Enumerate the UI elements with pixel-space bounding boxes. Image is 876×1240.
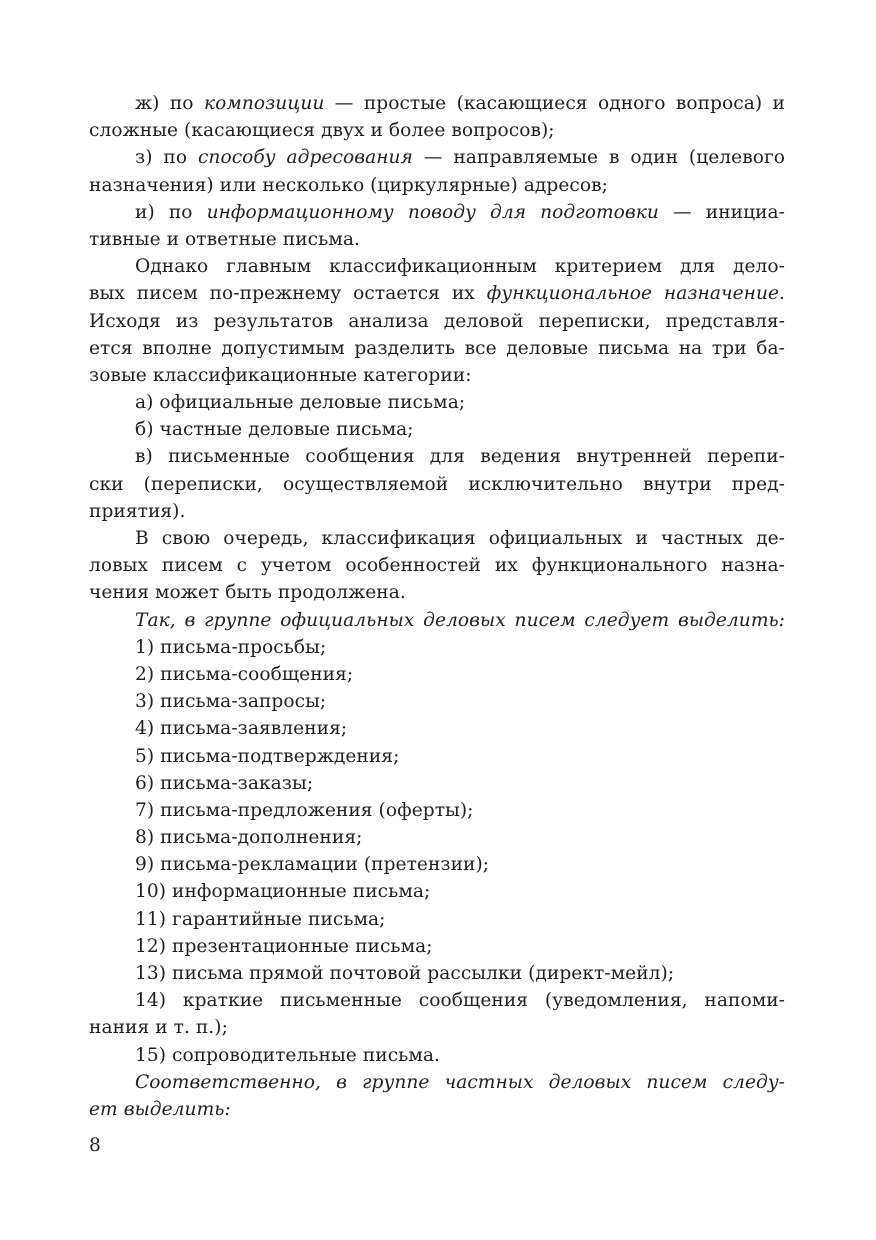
text-line: зовые классификационные категории: bbox=[89, 364, 472, 386]
list-item: 7) письма-предложения (оферты); bbox=[135, 799, 474, 821]
text-line: тивные и ответные письма. bbox=[89, 228, 360, 250]
category-item: в) письменные сообщения для ведения внутренней перепи- bbox=[135, 446, 785, 468]
category-item: б) частные деловые письма; bbox=[135, 419, 414, 441]
text-line: ски (переписки, осуществляемой исключительно внутри пред- bbox=[89, 473, 785, 495]
italic-heading: Так, в группе официальных деловых писем следует выделить: bbox=[135, 609, 785, 631]
text-line: з) по способу адресования — направляемые в один (целевого bbox=[135, 147, 785, 169]
text-line: ется вполне допустимым разделить все деловые письма на три ба- bbox=[89, 337, 785, 359]
text-line: сложные (касающиеся двух и более вопросов); bbox=[89, 120, 555, 142]
list-item: 11) гарантийные письма; bbox=[135, 908, 386, 930]
list-item: 3) письма-запросы; bbox=[135, 691, 327, 713]
text-line: приятия). bbox=[89, 500, 186, 522]
italic-term: информационному поводу для подготовки bbox=[206, 201, 659, 223]
text-line: нания и т. п.); bbox=[89, 1017, 228, 1039]
list-item: 14) краткие письменные сообщения (уведомления, напоми- bbox=[135, 990, 785, 1012]
text-line: В свою очередь, классификация официальных и частных де- bbox=[135, 528, 785, 549]
italic-term: композиции bbox=[203, 93, 325, 114]
text-line: ж) по композиции — простые (касающиеся одного вопроса) и bbox=[135, 93, 785, 114]
list-item: 10) информационные письма; bbox=[135, 881, 431, 903]
italic-heading: ет выделить: bbox=[89, 1098, 231, 1120]
list-item: 13) письма прямой почтовой рассылки (директ-мейл); bbox=[135, 963, 675, 984]
list-item: 5) письма-подтверждения; bbox=[135, 745, 400, 767]
italic-term: функциональное назначение. bbox=[486, 283, 785, 305]
list-item: 8) письма-дополнения; bbox=[135, 827, 363, 849]
list-item: 6) письма-заказы; bbox=[135, 772, 314, 794]
list-item: 2) письма-сообщения; bbox=[135, 663, 354, 685]
page-number: 8 bbox=[89, 1135, 101, 1156]
text-line: Однако главным классификационным критерием для дело- bbox=[135, 256, 785, 278]
text-line: и) по информационному поводу для подготовки — инициа- bbox=[135, 201, 785, 223]
category-item: а) официальные деловые письма; bbox=[135, 392, 466, 414]
list-item: 9) письма-рекламации (претензии); bbox=[135, 854, 490, 876]
list-item: 12) презентационные письма; bbox=[135, 935, 433, 957]
text-line: Исходя из результатов анализа деловой переписки, представля- bbox=[89, 310, 785, 332]
text-line: вых писем по-прежнему остается их функциональное назначение. bbox=[89, 283, 785, 305]
body-text bbox=[89, 90, 785, 1123]
list-item: 4) письма-заявления; bbox=[135, 718, 348, 740]
italic-term: способу адресования bbox=[197, 147, 413, 169]
text-line: чения может быть продолжена. bbox=[89, 582, 406, 604]
list-item: 1) письма-просьбы; bbox=[135, 636, 327, 658]
italic-heading: Соответственно, в группе частных деловых писем следу- bbox=[135, 1071, 785, 1093]
text-line: ловых писем с учетом особенностей их функционального назна- bbox=[89, 555, 785, 577]
list-item: 15) сопроводительные письма. bbox=[135, 1044, 440, 1066]
text-line: назначения) или несколько (циркулярные) адресов; bbox=[89, 174, 608, 196]
